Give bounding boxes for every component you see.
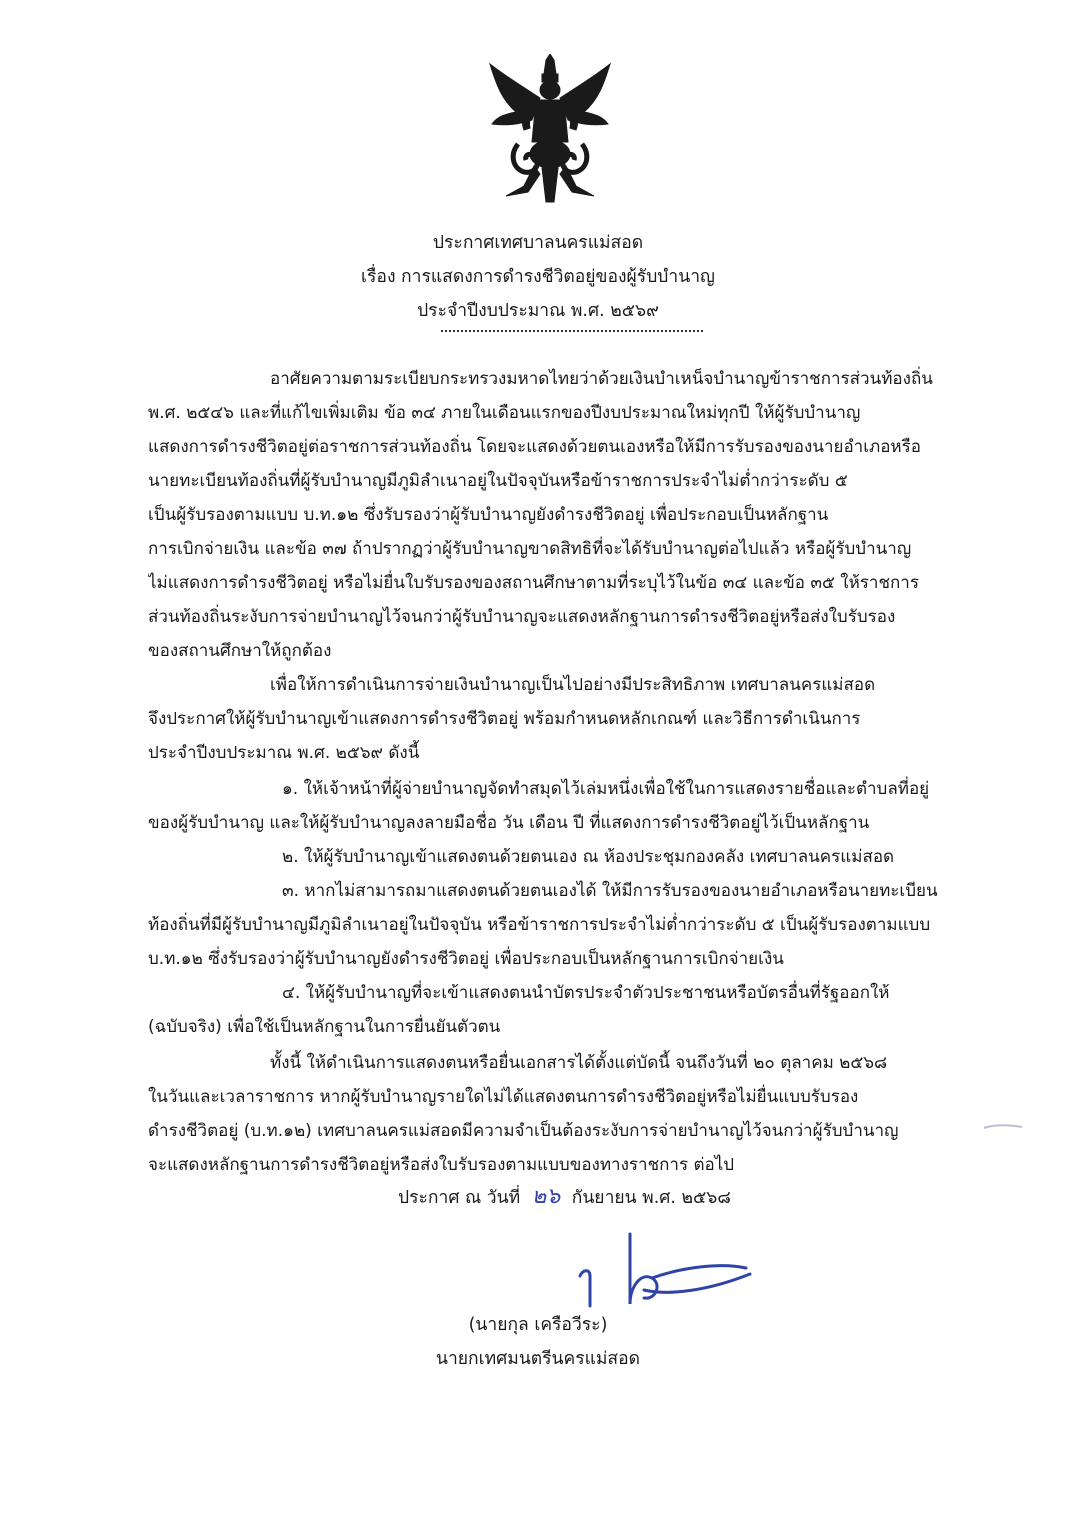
announcement-title: ประกาศเทศบาลนครแม่สอด [432,233,644,253]
signature-icon [560,1228,760,1308]
paragraph-1-line: เป็นผู้รับรองตามแบบ บ.ท.๑๒ ซึ่งรับรองว่าผู้รับบำนาญยังดำรงชีวิตอยู่ เพื่อประกอบเป็นหลักฐาน [148,505,829,525]
paragraph-1-line: ไม่แสดงการดำรงชีวิตอยู่ หรือไม่ยื่นใบรับรองของสถานศึกษาตามที่ระบุไว้ในข้อ ๓๔ และข้อ ๓๕ ให้ราชการ [148,573,919,593]
paragraph-1-line: ของสถานศึกษาให้ถูกต้อง [148,641,332,661]
item-1-line: ๑. ให้เจ้าหน้าที่ผู้จ่ายบำนาญจัดทำสมุดไว้เล่มหนึ่งเพื่อใช้ในการแสดงรายชื่อและตำบลที่อยู่ [282,779,930,799]
signatory-name: (นายกุล เครือวีระ) [468,1315,608,1335]
garuda-emblem-icon [488,54,612,204]
paragraph-1-line: แสดงการดำรงชีวิตอยู่ต่อราชการส่วนท้องถิ่น โดยจะแสดงด้วยตนเองหรือให้มีการรับรองของนายอำเภอหรือ [148,437,921,457]
announcement-fiscal-year: ประจำปีงบประมาณ พ.ศ. ๒๕๖๙ [417,301,659,321]
item-3-line: บ.ท.๑๒ ซึ่งรับรองว่าผู้รับบำนาญยังดำรงชีวิตอยู่ เพื่อประกอบเป็นหลักฐานการเบิกจ่ายเงิน [148,949,784,969]
item-3-line: ๓. หากไม่สามารถมาแสดงตนด้วยตนเองได้ ให้มีการรับรองของนายอำเภอหรือนายทะเบียน [282,881,938,901]
paragraph-2-line: ประจำปีงบประมาณ พ.ศ. ๒๕๖๙ ดังนี้ [148,743,420,763]
paragraph-3-line: ดำรงชีวิตอยู่ (บ.ท.๑๒) เทศบาลนครแม่สอดมีความจำเป็นต้องระงับการจ่ายบำนาญไว้จนกว่าผู้รับบำนาญ [148,1121,899,1141]
paragraph-2-line: เพื่อให้การดำเนินการจ่ายเงินบำนาญเป็นไปอย่างมีประสิทธิภาพ เทศบาลนครแม่สอด [270,675,876,695]
paragraph-1-line: นายทะเบียนท้องถิ่นที่ผู้รับบำนาญมีภูมิลำเนาอยู่ในปัจจุบันหรือข้าราชการประจำไม่ต่ำกว่าระดับ ๕ [148,471,848,491]
item-4-line: ๔. ให้ผู้รับบำนาญที่จะเข้าแสดงตนนำบัตรประจำตัวประชาชนหรือบัตรอื่นที่รัฐออกให้ [282,983,890,1003]
item-3-line: ท้องถิ่นที่มีผู้รับบำนาญมีภูมิลำเนาอยู่ในปัจจุบัน หรือข้าราชการประจำไม่ต่ำกว่าระดับ ๕ เป็นผู้รับรองตามแบบ [148,915,931,935]
paragraph-1-line: อาศัยความตามระเบียบกระทรวงมหาดไทยว่าด้วยเงินบำเหน็จบำนาญข้าราชการส่วนท้องถิ่น [270,369,933,389]
signatory-position: นายกเทศมนตรีนครแม่สอด [436,1349,640,1369]
scan-mark [982,1122,1024,1132]
item-1-line: ของผู้รับบำนาญ และให้ผู้รับบำนาญลงลายมือชื่อ วัน เดือน ปี ที่แสดงการดำรงชีวิตอยู่ไว้เป็นหลักฐาน [148,813,870,833]
announcement-subject: เรื่อง การแสดงการดำรงชีวิตอยู่ของผู้รับบำนาญ [361,267,715,287]
announcement-date [398,1180,731,1215]
paragraph-3-line: ทั้งนี้ ให้ดำเนินการแสดงตนหรือยื่นเอกสารได้ตั้งแต่บัดนี้ จนถึงวันที่ ๒๐ ตุลาคม ๒๕๖๘ [270,1053,888,1073]
paragraph-2-line: จึงประกาศให้ผู้รับบำนาญเข้าแสดงการดำรงชีวิตอยู่ พร้อมกำหนดหลักเกณฑ์ และวิธีการดำเนินการ [148,709,861,729]
paragraph-1-line: ส่วนท้องถิ่นระงับการจ่ายบำนาญไว้จนกว่าผู้รับบำนาญจะแสดงหลักฐานการดำรงชีวิตอยู่หรือส่งใบรับรอง [148,607,896,627]
paragraph-1-line: พ.ศ. ๒๕๔๖ และที่แก้ไขเพิ่มเติม ข้อ ๓๔ ภายในเดือนแรกของปีงบประมาณใหม่ทุกปี ให้ผู้รับบำนาญ [148,403,861,423]
date-suffix: กันยายน พ.ศ. ๒๕๖๘ [571,1188,731,1208]
date-prefix: ประกาศ ณ วันที่ [398,1188,521,1208]
paragraph-3-line: จะแสดงหลักฐานการดำรงชีวิตอยู่หรือส่งใบรับรองตามแบบของทางราชการ ต่อไป [148,1155,735,1175]
handwritten-day: ๒๖ [531,1184,561,1209]
item-2-line: ๒. ให้ผู้รับบำนาญเข้าแสดงตนด้วยตนเอง ณ ห้องประชุมกองคลัง เทศบาลนครแม่สอด [282,847,895,867]
item-4-line: (ฉบับจริง) เพื่อใช้เป็นหลักฐานในการยื่นยันตัวตน [148,1017,501,1037]
header-divider [441,330,703,332]
paragraph-1-line: การเบิกจ่ายเงิน และข้อ ๓๗ ถ้าปรากฏว่าผู้รับบำนาญขาดสิทธิที่จะได้รับบำนาญต่อไปแล้ว หรือผู้รับบำนาญ [148,539,912,559]
paragraph-3-line: ในวันและเวลาราชการ หากผู้รับบำนาญรายใดไม่ได้แสดงตนการดำรงชีวิตอยู่หรือไม่ยื่นแบบรับรอง [148,1087,859,1107]
